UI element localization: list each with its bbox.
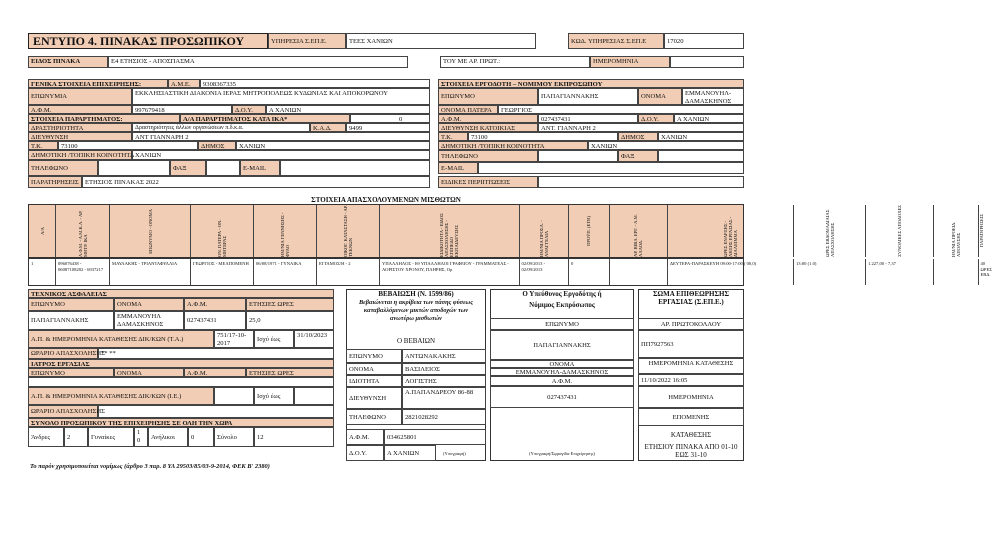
employer-name: ΕΜΜΑΝΟΥΗΛ-ΔΑΜΑΣΚΗΝΟΣ xyxy=(682,88,744,105)
branch-number-label: Α/Α ΠΑΡΑΡΤΗΜΑΤΟΣ ΚΑΤΑ ΙΚΑ* xyxy=(180,114,350,123)
safety-schedule: ** ** xyxy=(98,348,334,359)
stamp-date2-label: ΗΜΕΡΟΜΗΝΙΑ xyxy=(638,386,744,408)
doctor-valid-label: Ισχύ έως xyxy=(254,387,294,405)
certification-title: ΒΕΒΑΙΩΣΗ (Ν. 1599/86) xyxy=(378,290,454,298)
company-community: ΧΑΝΙΩΝ xyxy=(132,150,430,160)
employees-col-header xyxy=(191,205,254,257)
safety-hours-label: ΕΤΗΣΙΕΣ ΩΡΕΣ xyxy=(246,298,334,311)
employees-cell xyxy=(610,259,669,285)
employees-col-header-label: ΕΙΔΙΚΟΤΗΤΑ - ΕΙΔΟΣ ΑΠΑΣΧΟΛΗΣΗΣ - ΕΠΙΠΕΔΟ ΕΚΠΑΙΔΕΥΣΗΣ xyxy=(439,213,460,257)
cert-phone: 2821028292 xyxy=(402,409,486,425)
doctor-valid xyxy=(294,387,334,405)
company-section-title: ΓΕΝΙΚΑ ΣΤΟΙΧΕΙΑ ΕΠΙΧΕΙΡΗΣΗΣ: xyxy=(28,79,168,88)
employees-col-header xyxy=(29,205,56,257)
legal-surname-label: ΕΠΩΝΥΜΟ xyxy=(490,318,634,330)
employer-community-label: ΔΗΜΟΤΙΚΗ /ΤΟΠΙΚΗ ΚΟΙΝΟΤΗΤΑ xyxy=(438,141,588,150)
company-address: ΑΝΤ ΓΙΑΝΝΑΡΗ 2 xyxy=(132,132,430,141)
safety-filing: 751/17-10-2017 xyxy=(214,330,254,348)
employees-cell-text: 1 xyxy=(31,261,34,266)
employees-col-header xyxy=(569,205,610,257)
cert-name: ΒΑΣΙΛΕΙΟΣ xyxy=(402,363,486,375)
company-afm: 997679418 xyxy=(132,105,232,114)
women-value: 1 0 xyxy=(134,427,148,447)
employees-cell xyxy=(110,259,191,285)
cert-surname: ΑΝΤΩΝΑΚΑΚΗΣ xyxy=(402,349,486,363)
activity-label: ΔΡΑΣΤΗΡΙΟΤΗΤΑ xyxy=(28,123,132,132)
employer-surname: ΠΑΠΑΓΙΑΝΝΑΚΗΣ xyxy=(538,88,638,105)
doctor-surname-label: ΕΠΩΝΥΜΟ xyxy=(28,368,114,377)
employees-cell xyxy=(317,259,380,285)
company-municipality-label: ΔΗΜΟΣ xyxy=(198,141,236,150)
company-municipality: ΧΑΝΙΩΝ xyxy=(236,141,430,150)
form-title: ΕΝΤΥΠΟ 4. ΠΙΝΑΚΑΣ ΠΡΟΣΩΠΙΚΟΥ xyxy=(33,34,245,48)
employer-afm-label: Α.Φ.Μ. xyxy=(438,114,538,123)
employees-cell xyxy=(380,259,520,285)
legal-name: ΕΜΜΑΝΟΥΗΛ-ΔΑΜΑΣΚΗΝΟΣ xyxy=(490,368,634,376)
company-phone xyxy=(98,160,170,176)
doctor-filing-label: Α.Π. & ΗΜΕΡΟΜΗΝΙΑ ΚΑΤΑΘΕΣΗΣ ΔΙΚ/ΚΩΝ (Ι.Ε.) xyxy=(28,387,214,405)
service-code-label: ΚΩΔ. ΥΠΗΡΕΣΙΑΣ Σ.ΕΠ.Ε xyxy=(568,33,664,49)
employer-phone xyxy=(538,150,618,162)
employer-tk: 73100 xyxy=(468,132,618,141)
safety-valid-label: Ισχύ έως xyxy=(254,330,294,348)
employees-cell xyxy=(254,259,317,285)
employees-cell-text: ΕΓΓΑΜΟΣ/Η - 2 xyxy=(319,261,351,266)
employees-col-header xyxy=(866,205,934,257)
employer-municipality: ΧΑΝΙΩΝ xyxy=(658,132,744,141)
stamp-date: 11/10/2022 16:05 xyxy=(638,374,744,386)
doctor-values-row xyxy=(28,377,334,387)
employees-col-header-label: ΗΜ/ΝΙΑ ΠΡΟΕΙΔ. ΑΠΟΛΥΣΗΣ xyxy=(950,221,961,257)
minors-label: Ανήλικοι xyxy=(148,427,188,447)
employees-col-header-label: ΕΠΩΝΥΜΟ - ΟΝΟΜΑ xyxy=(147,208,153,254)
employees-cell-text: 13:00 (1.0) xyxy=(796,261,817,266)
legal-subtitle: Νόμιμος Εκπρόσωπος xyxy=(529,301,595,309)
employees-cell-text: ΓΕΩΡΓΙΟΣ - ΜΕΛΠΟΜΕΝΗ xyxy=(193,261,249,266)
employees-cell xyxy=(979,259,994,285)
employer-afm: 027437431 xyxy=(538,114,638,123)
employer-municipality-label: ΔΗΜΟΣ xyxy=(618,132,658,141)
kad-value: 9499 xyxy=(346,123,430,132)
employees-cell-text: ΔΕΥΤΕΡΑ-ΠΑΡΑΣΚΕΥΗ 09:00-17:00 ( 00,0) xyxy=(670,261,757,266)
service-label: ΥΠΗΡΕΣΙΑ Σ.ΕΠ.Ε. xyxy=(268,33,346,49)
ame-value: 9308367335 xyxy=(200,79,430,88)
protocol-label: ΤΟΥ ΜΕ ΑΡ. ΠΡΩΤ.: xyxy=(440,56,590,68)
legal-name-label: ΟΝΟΜΑ xyxy=(490,360,634,368)
company-fax xyxy=(206,160,240,176)
activity-value: Δραστηριότητες άλλων οργανώσεων π.δ.κ.α. xyxy=(132,123,310,132)
company-name: ΕΚΚΛΗΣΙΑΣΤΙΚΗ ΔΙΑΚΟΝΙΑ ΙΕΡΑΣ ΜΗΤΡΟΠΟΛΕΩΣ ΚΥΔΩΝΙΑΣ ΚΑΙ ΑΠΟΚΟΡΩΝΟΥ xyxy=(132,88,430,105)
employees-cell-text xyxy=(610,259,668,263)
employer-address-label: ΔΙΕΥΘΥΝΣΗ ΚΑΤΟΙΚΙΑΣ xyxy=(438,123,538,132)
employees-header-row xyxy=(28,204,984,258)
employees-cell xyxy=(29,259,56,285)
stamp-title: ΣΩΜΑ ΕΠΙΘΕΩΡΗΣΗΣ ΕΡΓΑΣΙΑΣ (Σ.ΕΠ.Ε.) xyxy=(652,290,730,306)
women-label: Γυναίκες xyxy=(88,427,134,447)
total-label: Σύνολο xyxy=(214,427,254,447)
employer-father-label: ΟΝΟΜΑ ΠΑΤΕΡΑ xyxy=(438,105,498,114)
safety-afm: 027437431 xyxy=(184,311,246,330)
total-section-title: ΣΥΝΟΛΟ ΠΡΟΣΩΠΙΚΟΥ ΤΗΣ ΕΠΙΧΕΙΡΗΣΗΣ ΣΕ ΟΛΗ ΤΗΝ ΧΩΡΑ xyxy=(28,418,334,427)
safety-valid: 31/10/2023 xyxy=(294,330,334,348)
men-label: Άνδρες xyxy=(28,427,64,447)
cert-address-label: ΔΙΕΥΘΥΝΣΗ xyxy=(346,387,402,409)
employees-cell-text: 40 ΩΡΕΣ ΕΒΔ. xyxy=(980,261,992,277)
employer-doy-label: Δ.Ο.Υ. xyxy=(638,114,674,123)
cert-doy-label: Δ.Ο.Υ. xyxy=(346,445,384,461)
certification-text: Βεβαιώνεται η ακρίβεια των πάσης φύσεως καταβαλλόμενων μικτών αποδοχών των ανωτέρω μισθωτών xyxy=(358,299,474,322)
employer-tk-label: Τ.Κ. xyxy=(438,132,468,141)
employees-cell-text xyxy=(934,259,978,263)
doctor-filing xyxy=(214,387,254,405)
safety-hours: 25,0 xyxy=(246,311,334,330)
employees-cell-text: 1.227,00 - 7,37 xyxy=(868,261,896,266)
employer-email-label: E-MAIL xyxy=(438,162,478,174)
cert-afm-label: Α.Φ.Μ. xyxy=(346,429,384,445)
cert-surname-label: ΕΠΩΝΥΜΟ xyxy=(346,349,402,363)
legal-afm: 027437431 xyxy=(490,386,634,408)
employees-cell-text: ΜΑΥΛΑΚΗΣ - ΤΡΙΑΝΤΑΦΥΛΛΙΑ xyxy=(112,261,178,266)
safety-name: ΕΜΜΑΝΟΥΗΛ ΔΑΜΑΣΚΗΝΟΣ xyxy=(114,311,184,330)
stamp-date-label: ΗΜΕΡΟΜΗΝΙΑ ΚΑΤΑΘΕΣΗΣ xyxy=(638,358,744,374)
safety-filing-label: Α.Π. & ΗΜΕΡΟΜΗΝΙΑ ΚΑΤΑΘΕΣΗΣ ΔΙΚ/ΚΩΝ (Τ.Α.) xyxy=(28,330,214,348)
company-fax-label: ΦΑΞ xyxy=(170,160,206,176)
employees-col-header xyxy=(317,205,380,257)
safety-surname-label: ΕΠΩΝΥΜΟ xyxy=(28,298,114,311)
employees-cell-text: 02/09/2013 - 02/09/2013 xyxy=(521,261,546,272)
safety-schedule-label: ΩΡΑΡΙΟ ΑΠΑΣΧΟΛΗΣΗΣ xyxy=(28,348,98,359)
employees-col-header-label: ΗΜ/ΝΙΑ ΠΡΟΣΛ. - ΑΝΑΓΓΕΛΙΑ xyxy=(538,220,549,257)
special-cases-label: ΕΙΔΙΚΕΣ ΠΕΡΙΠΤΩΣΕΙΣ xyxy=(438,176,538,188)
footer-note: Το παρόν χρησιμοποιείται νομίμως (άρθρο 3 παρ. 8 ΥΑ 29503/85/03-9-2014, ΦΕΚ Β' 2380) xyxy=(30,463,270,470)
employees-cell-text: 06/08/1971 - ΓΥΝΑΙΚΑ xyxy=(256,261,302,266)
employees-col-header xyxy=(56,205,110,257)
employees-col-header-label: ΗΜ/ΝΙΑ ΓΕΝΝΗΣΗΣ - ΦΥΛΟ xyxy=(280,212,290,257)
company-doy: Α ΧΑΝΙΩΝ xyxy=(266,105,430,114)
company-community-label: ΔΗΜΟΤΙΚΗ /ΤΟΠΙΚΗ ΚΟΙΝΟΤΗΤΑ xyxy=(28,150,132,160)
company-name-label: ΕΠΩΝΥΜΙΑ xyxy=(28,88,132,105)
employees-cell-text: ΥΠΑΛΛΗΛΟΣ - ΙΘ ΥΠΑΛΛΗΛΟΙ ΓΡΑΦΕΙΟΥ - ΓΡΑΜΜΑΤΕΑΣ - ΑΟΡΙΣΤΟΥ ΧΡΟΝΟΥ, ΠΛΗΡΗΣ, Ορ xyxy=(382,261,509,272)
legal-signature-label: (Υπογραφή/Σφραγίδα Επιχείρησης) xyxy=(528,451,596,456)
company-tk: 73100 xyxy=(58,141,198,150)
safety-surname: ΠΑΠΑΓΙΑΝΝΑΚΗΣ xyxy=(28,311,114,330)
cert-doy: Α ΧΑΝΙΩΝ xyxy=(384,445,436,461)
cert-address: Α.ΠΑΠΑΝΔΡΕΟΥ 86-88 xyxy=(402,387,486,409)
safety-name-label: ΟΝΟΜΑ xyxy=(114,298,184,311)
employees-cell xyxy=(569,259,610,285)
notes-value: ΕΤΗΣΙΟΣ ΠΙΝΑΚΑΣ 2022 xyxy=(82,176,430,188)
employees-cell xyxy=(934,259,979,285)
doctor-name-label: ΟΝΟΜΑ xyxy=(114,368,184,377)
employees-cell xyxy=(191,259,254,285)
employer-email xyxy=(478,162,744,174)
company-address-label: ΔΙΕΥΘΥΝΣΗ xyxy=(28,132,132,141)
company-phone-label: ΤΗΛΕΦΩΝΟ xyxy=(28,160,98,176)
employees-col-header-label: ΟΙΚΟΓ. ΚΑΤΑΣΤΑΣΗ - ΑΡ. ΤΕΚΝΩΝ xyxy=(343,205,353,257)
stamp-protocol: ΠΠ7927563 xyxy=(638,330,744,358)
cert-afm: 034625801 xyxy=(384,429,486,445)
employer-doy: Α ΧΑΝΙΩΝ xyxy=(674,114,744,123)
employees-cell xyxy=(520,259,570,285)
employer-address: ΑΝΤ. ΓΙΑΝΝΑΡΗ 2 xyxy=(538,123,744,132)
employees-col-header xyxy=(794,205,866,257)
employer-section-title: ΣΤΟΙΧΕΙΑ ΕΡΓΟΔΟΤΗ – ΝΟΜΙΜΟΥ ΕΚΠΡΟΣΩΠΟΥ xyxy=(438,79,744,88)
notes-label: ΠΑΡΑΤΗΡΗΣΕΙΣ xyxy=(28,176,82,188)
employees-col-header-label: ΟΝ. ΠΑΤΕΡΑ - ΟΝ. ΜΗΤΕΡΑΣ xyxy=(217,219,227,257)
employees-cell-text: 0 xyxy=(571,261,574,266)
employees-cell xyxy=(56,259,110,285)
company-tk-label: Τ.Κ. xyxy=(28,141,58,150)
safety-section-title: ΤΕΧΝΙΚΟΣ ΑΣΦΑΛΕΙΑΣ xyxy=(28,289,334,298)
employees-col-header xyxy=(610,205,669,257)
employer-fax xyxy=(658,150,744,162)
employer-surname-label: ΕΠΩΝΥΜΟ xyxy=(438,88,538,105)
doctor-schedule xyxy=(98,405,334,418)
employees-col-header xyxy=(979,205,984,257)
service-code-value: 17020 xyxy=(664,33,744,49)
employees-cell xyxy=(794,259,866,285)
employees-col-header-label: ΩΡΕΣ ΕΝΑΡΞΗΣ - ΛΗΞΗΣ ΕΡΓΑΣΙΑΣ - ΔΙΑΛΕΙΜΜΑ xyxy=(723,216,738,257)
employees-section-title: ΣΤΟΙΧΕΙΑ ΑΠΑΣΧΟΛΟΥΜΕΝΩΝ ΜΙΣΘΩΤΩΝ xyxy=(311,196,461,204)
form-title-box xyxy=(28,33,268,49)
company-email-label: E-MAIL xyxy=(240,160,280,176)
employees-col-header-label: ΣΥΝΟΛΙΚΕΣ ΑΠΟΔΟΧΕΣ xyxy=(896,205,902,257)
safety-afm-label: Α.Φ.Μ. xyxy=(184,298,246,311)
cert-phone-label: ΤΗΛΕΦΩΝΟ xyxy=(346,409,402,425)
doctor-section-title: ΙΑΤΡΟΣ ΕΡΓΑΣΙΑΣ xyxy=(28,359,334,368)
table-type-label: ΕΙΔΟΣ ΠΙΝΑΚΑ xyxy=(28,56,108,68)
company-afm-label: Α.Φ.Μ. xyxy=(28,105,132,114)
minors-value: 0 xyxy=(188,427,214,447)
doctor-schedule-label: ΩΡΑΡΙΟ ΑΠΑΣΧΟΛΗΣΗΣ xyxy=(28,405,98,418)
employer-father: ΓΕΩΡΓΙΟΣ xyxy=(498,105,744,114)
cert-signature-label: (Υπογραφή) xyxy=(443,451,466,456)
employees-col-header-label: ΑΡ. ΒΙΒΛ. ΕΡΓ. - Α.Μ. ΑΛΛΟΔ. xyxy=(633,214,644,257)
branch-section-title: ΣΤΟΙΧΕΙΑ ΠΑΡΑΡΤΗΜΑΤΟΣ: xyxy=(28,114,180,123)
employees-col-header-label: ΩΡΕΣ ΕΒΔΟΜΑΔΙΑΙΑΣ ΑΠΑΣΧΟΛΗΣΗΣ xyxy=(824,209,835,257)
kad-label: Κ.Α.Δ. xyxy=(310,123,346,132)
employees-data-row xyxy=(28,258,992,286)
legal-title: Ο Υπεύθυνος Εργοδότης ή xyxy=(522,290,602,298)
employer-name-label: ΟΝΟΜΑ xyxy=(638,88,682,105)
cert-name-label: ΟΝΟΜΑ xyxy=(346,363,402,375)
employees-cell xyxy=(866,259,934,285)
employees-col-header xyxy=(254,205,317,257)
total-value: 12 xyxy=(254,427,334,447)
employees-col-header-label: Α/Α xyxy=(39,227,45,235)
stamp-protocol-label: ΑΡ. ΠΡΩΤΟΚΟΛΛΟΥ xyxy=(638,318,744,330)
employees-cell xyxy=(668,259,794,285)
service-value: ΤΕΕΣ ΧΑΝΙΩΝ xyxy=(346,33,536,49)
employees-col-header-label: ΠΑΡΑΤΗΡΗΣΕΙΣ xyxy=(978,214,984,248)
cert-role: ΛΟΓΙΣΤΗΣ xyxy=(402,375,486,387)
branch-number: 0 xyxy=(350,114,430,123)
ame-label: Α.Μ.Ε. xyxy=(168,79,200,88)
date-label: ΗΜΕΡΟΜΗΝΙΑ xyxy=(590,56,670,68)
employer-community: ΧΑΝΙΩΝ xyxy=(588,141,744,150)
employees-col-header xyxy=(934,205,979,257)
employees-col-header-label: Α.Φ.Μ. - Α.Μ.Κ.Α. - ΑΡ. ΜΗΤΡ. ΙΚΑ xyxy=(77,210,88,257)
employees-col-header xyxy=(110,205,191,257)
employees-col-header xyxy=(380,205,520,257)
employees-cell-text: 096076438 - 06087108282 - 6937217 xyxy=(58,261,104,272)
employees-col-header xyxy=(520,205,570,257)
employer-fax-label: ΦΑΞ xyxy=(618,150,658,162)
company-email xyxy=(280,160,430,176)
stamp-deposit-label: ΚΑΤΑΘΕΣΗΣ xyxy=(670,431,712,439)
stamp-annual: ΕΤΗΣΙΟΥ ΠΙΝΑΚΑ ΑΠΟ 01-10 ΕΩΣ 31-10 xyxy=(644,443,738,459)
stamp-received-label: ΕΠΟΜΕΝΗΣ xyxy=(638,408,744,426)
company-doy-label: Δ.Ο.Υ. xyxy=(232,105,266,114)
table-type-value: Ε4 ΕΤΗΣΙΟΣ - ΑΠΟΣΠΑΣΜΑ xyxy=(108,56,408,68)
cert-role-label: ΙΔΙΟΤΗΤΑ xyxy=(346,375,402,387)
legal-afm-label: Α.Φ.Μ. xyxy=(490,376,634,386)
special-cases xyxy=(538,176,744,188)
employees-col-header-label: ΠΡΟΫΠ. (ΕΤΗ) xyxy=(586,216,592,246)
date-value xyxy=(670,56,744,68)
men-value: 2 xyxy=(64,427,88,447)
employer-phone-label: ΤΗΛΕΦΩΝΟ xyxy=(438,150,538,162)
doctor-afm-label: Α.Φ.Μ. xyxy=(184,368,246,377)
employees-col-header xyxy=(668,205,794,257)
certifier-label: Ο ΒΕΒΑΙΩΝ xyxy=(396,337,436,345)
doctor-hours-label: ΕΤΗΣΙΕΣ ΩΡΕΣ xyxy=(246,368,334,377)
legal-surname: ΠΑΠΑΓΙΑΝΝΑΚΗΣ xyxy=(490,330,634,360)
